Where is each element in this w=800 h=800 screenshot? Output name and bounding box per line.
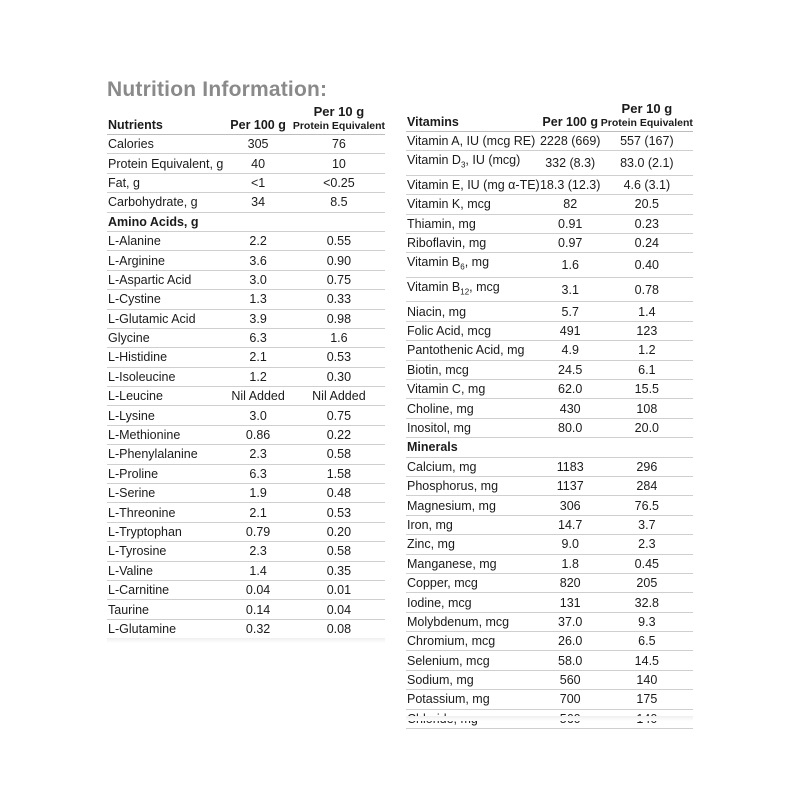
per10-value: 1.4 <box>601 302 693 321</box>
table-row <box>406 132 693 151</box>
per10-value: 83.0 (2.1) <box>601 151 693 176</box>
nutrient-name: Protein Equivalent, g <box>107 154 223 173</box>
nutrient-name: Iron, mg <box>406 515 540 534</box>
per100-value: 18.3 (12.3) <box>540 175 601 194</box>
nutrients-table <box>107 104 385 639</box>
table-row <box>406 175 693 194</box>
per100-value: 1183 <box>540 457 601 476</box>
table-row <box>107 580 385 599</box>
per100-value: 6.3 <box>223 464 292 483</box>
nutrient-name: Vitamin K, mcg <box>406 195 540 214</box>
table-row <box>107 135 385 154</box>
per100-value: 131 <box>540 593 601 612</box>
per10-value: 284 <box>601 476 693 495</box>
per10-value: 20.0 <box>601 418 693 437</box>
nutrient-name: Calories <box>107 135 223 154</box>
nutrient-name: Niacin, mg <box>406 302 540 321</box>
nutrient-name: Vitamin C, mg <box>406 380 540 399</box>
nutrient-name: L-Methionine <box>107 425 223 444</box>
per100-value: 3.6 <box>223 251 292 270</box>
nutrient-name-text: Vitamin D <box>407 153 461 168</box>
per10-value: 0.98 <box>293 309 385 328</box>
per100-value: 0.79 <box>223 522 292 541</box>
nutrient-name: Thiamin, mg <box>406 214 540 233</box>
nutrient-name: L-Carnitine <box>107 580 223 599</box>
table-row <box>406 277 693 302</box>
per100-value: 700 <box>540 690 601 709</box>
table-row <box>107 600 385 619</box>
nutrient-name: L-Aspartic Acid <box>107 270 223 289</box>
per100-value: 37.0 <box>540 612 601 631</box>
table-row <box>107 193 385 212</box>
per10-value: 175 <box>601 690 693 709</box>
per100-value: 0.32 <box>223 619 292 638</box>
nutrient-name: Magnesium, mg <box>406 496 540 515</box>
table-row <box>107 231 385 250</box>
nutrient-name-text: Vitamin B <box>407 279 461 294</box>
per100-value: 820 <box>540 573 601 592</box>
nutrient-name: L-Leucine <box>107 387 223 406</box>
nutrient-name: L-Glutamic Acid <box>107 309 223 328</box>
per10-value: 0.01 <box>293 580 385 599</box>
per100-value: 2.3 <box>223 542 292 561</box>
per10-value: 296 <box>601 457 693 476</box>
table-bottom-shade <box>406 716 693 721</box>
per10-value: 108 <box>601 399 693 418</box>
per10-value: 6.5 <box>601 632 693 651</box>
nutrient-name: Vitamin E, IU (mg α-TE) <box>406 175 540 194</box>
per10-value: 0.75 <box>293 406 385 425</box>
per100-value: 3.0 <box>223 406 292 425</box>
per10-value: 0.55 <box>293 231 385 250</box>
per100-value: 62.0 <box>540 380 601 399</box>
nutrient-name: Riboflavin, mg <box>406 234 540 253</box>
per100-value: 3.0 <box>223 270 292 289</box>
nutrient-name: L-Tryptophan <box>107 522 223 541</box>
nutrient-name: Inositol, mg <box>406 418 540 437</box>
vitamins-header-row <box>406 101 693 132</box>
per100-value: 332 (8.3) <box>540 151 601 176</box>
table-row <box>107 425 385 444</box>
per100-value: 560 <box>540 670 601 689</box>
nutrient-name: Molybdenum, mcg <box>406 612 540 631</box>
per100-value: 26.0 <box>540 632 601 651</box>
per10-value: 557 (167) <box>601 132 693 151</box>
nutrient-name: L-Valine <box>107 561 223 580</box>
per10-value: 2.3 <box>601 535 693 554</box>
per100-value <box>223 212 292 231</box>
table-row <box>406 670 693 689</box>
table-row <box>107 522 385 541</box>
per10-header-bottom: Protein Equivalent <box>292 120 385 132</box>
per10-header-top: Per 10 g <box>313 104 365 119</box>
nutrient-name <box>406 277 540 302</box>
per100-value: <1 <box>223 173 292 192</box>
nutrient-name: Selenium, mcg <box>406 651 540 670</box>
per100-value: 34 <box>223 193 292 212</box>
per10-value: 76.5 <box>601 496 693 515</box>
nutrient-name: Copper, mcg <box>406 573 540 592</box>
nutrient-name: L-Proline <box>107 464 223 483</box>
table-row <box>107 406 385 425</box>
per10-value: 6.1 <box>601 360 693 379</box>
per100-value: 3.1 <box>540 277 601 302</box>
nutrient-name: L-Cystine <box>107 290 223 309</box>
per10-value: 0.33 <box>293 290 385 309</box>
nutrient-name: Phosphorus, mg <box>406 476 540 495</box>
per10-value: 205 <box>601 573 693 592</box>
per10-value: 0.35 <box>293 561 385 580</box>
section-label: Amino Acids, g <box>107 212 223 231</box>
nutrient-name <box>406 253 540 278</box>
per10-value: 140 <box>601 670 693 689</box>
per10-value <box>601 438 693 457</box>
nutrient-name: L-Threonine <box>107 503 223 522</box>
table-row <box>406 496 693 515</box>
table-row <box>107 290 385 309</box>
nutrient-name: L-Isoleucine <box>107 367 223 386</box>
table-row <box>406 690 693 709</box>
per10-header <box>601 101 693 132</box>
vitamins-header: Vitamins <box>406 101 540 132</box>
table-row <box>107 619 385 638</box>
table-row <box>406 476 693 495</box>
nutrient-name-subscript: 6 <box>460 262 465 272</box>
table-row <box>406 593 693 612</box>
per100-value: Nil Added <box>223 387 292 406</box>
per10-value: 0.75 <box>293 270 385 289</box>
per10-value: 0.53 <box>293 503 385 522</box>
per10-value: 1.6 <box>293 328 385 347</box>
per10-value: 0.40 <box>601 253 693 278</box>
nutrient-name: Glycine <box>107 328 223 347</box>
table-row <box>406 253 693 278</box>
table-row <box>107 367 385 386</box>
per10-value: 0.58 <box>293 445 385 464</box>
table-row <box>406 234 693 253</box>
per10-value: 76 <box>293 135 385 154</box>
nutrient-name: Manganese, mg <box>406 554 540 573</box>
table-row <box>406 214 693 233</box>
per100-value: 80.0 <box>540 418 601 437</box>
table-row <box>406 515 693 534</box>
per100-value: 0.04 <box>223 580 292 599</box>
per10-value: 0.53 <box>293 348 385 367</box>
per100-value: 58.0 <box>540 651 601 670</box>
nutrient-name: Iodine, mcg <box>406 593 540 612</box>
per10-value: 0.08 <box>293 619 385 638</box>
nutrient-name-suffix: , mg <box>464 255 490 270</box>
nutrient-name: L-Alanine <box>107 231 223 250</box>
per100-value: 1.3 <box>223 290 292 309</box>
nutrient-name-text: Vitamin B <box>407 255 461 270</box>
table-row <box>406 151 693 176</box>
per100-value: 1.9 <box>223 484 292 503</box>
nutrient-name: L-Tyrosine <box>107 542 223 561</box>
per10-value: 1.2 <box>601 341 693 360</box>
nutrient-name: Carbohydrate, g <box>107 193 223 212</box>
nutrient-name <box>406 151 540 176</box>
table-row <box>107 270 385 289</box>
nutrient-name: L-Histidine <box>107 348 223 367</box>
table-row <box>406 535 693 554</box>
table-row <box>406 612 693 631</box>
per100-value: 305 <box>223 135 292 154</box>
table-row <box>107 251 385 270</box>
per10-value: 0.58 <box>293 542 385 561</box>
per10-header-bottom: Protein Equivalent <box>600 117 693 129</box>
per10-value: 0.23 <box>601 214 693 233</box>
per10-value: 3.7 <box>601 515 693 534</box>
table-row <box>107 542 385 561</box>
nutrient-name: Taurine <box>107 600 223 619</box>
table-row <box>406 360 693 379</box>
per10-value: Nil Added <box>293 387 385 406</box>
per100-value: 0.14 <box>223 600 292 619</box>
per100-value: 40 <box>223 154 292 173</box>
table-row <box>107 503 385 522</box>
nutrient-name: L-Arginine <box>107 251 223 270</box>
table-row <box>107 154 385 173</box>
per100-value: 1.4 <box>223 561 292 580</box>
table-row <box>406 399 693 418</box>
per10-value: 20.5 <box>601 195 693 214</box>
per100-value: 1.2 <box>223 367 292 386</box>
per100-header: Per 100 g <box>540 101 601 132</box>
table-row <box>406 573 693 592</box>
per100-value: 4.9 <box>540 341 601 360</box>
per100-value: 24.5 <box>540 360 601 379</box>
per10-value: 0.30 <box>293 367 385 386</box>
nutrient-name: Pantothenic Acid, mg <box>406 341 540 360</box>
table-row <box>406 418 693 437</box>
per100-value: 3.9 <box>223 309 292 328</box>
per100-value: 6.3 <box>223 328 292 347</box>
per10-value: 0.78 <box>601 277 693 302</box>
per10-value: 0.20 <box>293 522 385 541</box>
nutrient-name: Zinc, mg <box>406 535 540 554</box>
section-row <box>406 438 693 457</box>
nutrient-name: L-Lysine <box>107 406 223 425</box>
per100-value: 14.7 <box>540 515 601 534</box>
per10-value <box>293 212 385 231</box>
per100-value: 0.97 <box>540 234 601 253</box>
per100-value: 2.2 <box>223 231 292 250</box>
per10-value: 4.6 (3.1) <box>601 175 693 194</box>
per100-value: 2.1 <box>223 503 292 522</box>
per10-header-top: Per 10 g <box>621 101 673 116</box>
nutrients-header: Nutrients <box>107 104 223 135</box>
per100-value: 2.1 <box>223 348 292 367</box>
per100-value: 5.7 <box>540 302 601 321</box>
table-row <box>107 484 385 503</box>
per100-value <box>540 438 601 457</box>
nutrient-name: L-Glutamine <box>107 619 223 638</box>
per100-value: 0.91 <box>540 214 601 233</box>
per100-value: 491 <box>540 321 601 340</box>
table-row <box>406 457 693 476</box>
nutrient-name: Sodium, mg <box>406 670 540 689</box>
per10-value: 15.5 <box>601 380 693 399</box>
table-row <box>107 561 385 580</box>
table-row <box>406 632 693 651</box>
section-label: Minerals <box>406 438 540 457</box>
per10-value: 0.04 <box>293 600 385 619</box>
nutrient-name: L-Serine <box>107 484 223 503</box>
per100-value: 1.8 <box>540 554 601 573</box>
per10-value: 14.5 <box>601 651 693 670</box>
table-bottom-shade <box>107 638 385 643</box>
nutrient-name: Fat, g <box>107 173 223 192</box>
per10-value: 1.58 <box>293 464 385 483</box>
nutrient-name: Calcium, mg <box>406 457 540 476</box>
per100-value: 1137 <box>540 476 601 495</box>
per100-header: Per 100 g <box>223 104 292 135</box>
vitamins-table <box>406 101 693 729</box>
table-row <box>107 387 385 406</box>
table-row <box>107 309 385 328</box>
table-row <box>406 380 693 399</box>
per10-value: 123 <box>601 321 693 340</box>
table-row <box>406 554 693 573</box>
table-row <box>406 651 693 670</box>
per10-value: 0.90 <box>293 251 385 270</box>
per100-value: 430 <box>540 399 601 418</box>
per100-value: 2228 (669) <box>540 132 601 151</box>
nutrient-name: Biotin, mcg <box>406 360 540 379</box>
table-row <box>107 173 385 192</box>
page-title: Nutrition Information: <box>107 78 328 101</box>
per100-value: 306 <box>540 496 601 515</box>
nutrient-name: Folic Acid, mcg <box>406 321 540 340</box>
per10-value: 0.48 <box>293 484 385 503</box>
nutrient-name: L-Phenylalanine <box>107 445 223 464</box>
nutrient-name-subscript: 12 <box>460 287 470 297</box>
table-row <box>107 348 385 367</box>
table-row <box>406 302 693 321</box>
table-row <box>107 328 385 347</box>
per100-value: 0.86 <box>223 425 292 444</box>
nutrient-name: Chromium, mcg <box>406 632 540 651</box>
nutrient-name: Choline, mg <box>406 399 540 418</box>
nutrient-name: Potassium, mg <box>406 690 540 709</box>
per10-value: 0.45 <box>601 554 693 573</box>
per100-value: 9.0 <box>540 535 601 554</box>
per10-value: 10 <box>293 154 385 173</box>
per10-value: 0.22 <box>293 425 385 444</box>
per10-value: <0.25 <box>293 173 385 192</box>
nutrient-name-suffix: , IU (mcg) <box>465 153 521 168</box>
table-row <box>107 464 385 483</box>
table-row <box>406 321 693 340</box>
nutrient-name-suffix: , mcg <box>469 279 500 294</box>
per100-value: 2.3 <box>223 445 292 464</box>
nutrients-header-row <box>107 104 385 135</box>
per100-value: 82 <box>540 195 601 214</box>
table-row <box>406 195 693 214</box>
per10-value: 8.5 <box>293 193 385 212</box>
table-row <box>406 341 693 360</box>
section-row <box>107 212 385 231</box>
nutrient-name: Vitamin A, IU (mcg RE) <box>406 132 540 151</box>
table-row <box>107 445 385 464</box>
per10-value: 0.24 <box>601 234 693 253</box>
per10-header <box>293 104 385 135</box>
nutrient-name-subscript: 3 <box>460 160 466 170</box>
per100-value: 1.6 <box>540 253 601 278</box>
per10-value: 32.8 <box>601 593 693 612</box>
per10-value: 9.3 <box>601 612 693 631</box>
